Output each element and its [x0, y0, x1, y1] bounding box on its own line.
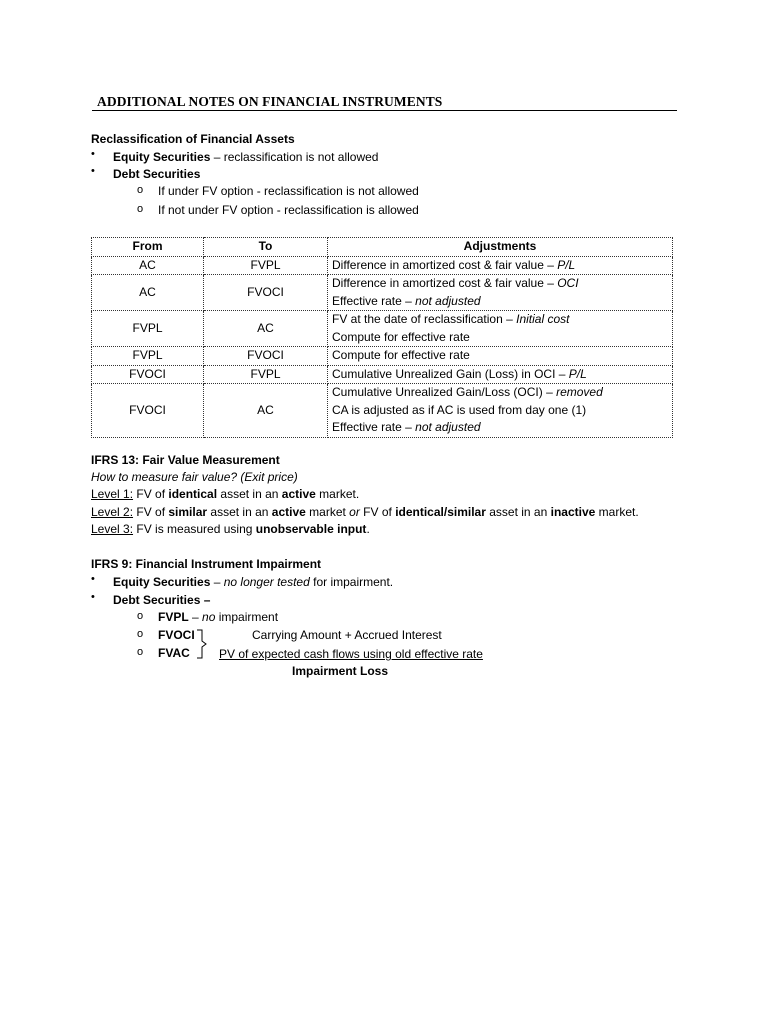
header-from: From [92, 238, 204, 257]
text-span: market. [315, 487, 360, 501]
adjustment-text: Compute for effective rate [332, 329, 470, 344]
debt-item-not-fv-option: If not under FV option - reclassification is allowed [158, 203, 419, 217]
text-span: asset in an [485, 505, 551, 519]
level2-line [91, 504, 639, 520]
text-span: active [271, 505, 306, 519]
table-row [92, 311, 673, 347]
sub-bullet-icon: o [137, 203, 144, 215]
header-to: To [204, 238, 328, 257]
fvpl-item [158, 609, 278, 625]
text-span: FV is measured using [133, 522, 256, 536]
equity-label: Equity Securities [113, 575, 211, 589]
text-span: asset in an [207, 505, 272, 519]
text-span: impairment [215, 610, 279, 624]
table-row [92, 384, 673, 438]
level3-line [91, 521, 370, 537]
text-span: no longer tested [223, 575, 310, 589]
text-span: market [305, 505, 350, 519]
cell-adjustments [328, 347, 673, 366]
adjustment-emphasis: OCI [557, 276, 579, 290]
bullet-icon: • [91, 165, 95, 177]
cell-adjustments [328, 311, 673, 347]
pv-cash-flows-text: PV of expected cash flows using old effective rate [219, 647, 483, 661]
cell-from: FVPL [92, 347, 204, 366]
adjustment-line [332, 402, 668, 420]
table-header-row [92, 238, 673, 257]
cell-to: FVPL [204, 365, 328, 384]
adjustment-line [332, 311, 668, 329]
adjustment-line [332, 419, 668, 437]
text-span: for impairment. [309, 575, 394, 589]
ifrs9-debt-label: Debt Securities – [113, 593, 211, 607]
cell-adjustments [328, 275, 673, 311]
adjustment-text: Cumulative Unrealized Gain (Loss) in OCI – [332, 366, 569, 381]
impairment-loss-text: Impairment Loss [292, 664, 389, 678]
text-span: . [366, 522, 370, 536]
header-adjustments: Adjustments [328, 238, 673, 257]
sub-bullet-icon: o [137, 646, 144, 658]
adjustment-text: CA is adjusted as if AC is used from day one (1) [332, 402, 587, 417]
adjustment-emphasis: not adjusted [415, 293, 481, 308]
adjustment-line [332, 275, 668, 293]
level2-label: Level 2: [91, 505, 134, 519]
carrying-amount-text: Carrying Amount + Accrued Interest [252, 628, 442, 642]
sub-bullet-icon: o [137, 610, 144, 622]
debt-label: Debt Securities [113, 167, 201, 181]
sub-bullet-icon: o [137, 184, 144, 196]
text-span: no [202, 610, 216, 624]
adjustment-emphasis: not adjusted [415, 420, 481, 434]
text-span: asset in an [217, 487, 282, 501]
ifrs9-heading: IFRS 9: Financial Instrument Impairment [91, 557, 322, 571]
reclassification-table [91, 237, 673, 438]
table-row [92, 275, 673, 311]
cell-from: FVOCI [92, 365, 204, 384]
adjustment-text: Cumulative Unrealized Gain/Loss (OCI) – [332, 385, 557, 399]
adjustment-text: Difference in amortized cost & fair value – [332, 257, 558, 272]
adjustment-text: Difference in amortized cost & fair value – [332, 276, 558, 290]
bullet-icon: • [91, 148, 95, 160]
text-span: unobservable input [255, 522, 367, 536]
text-span: FV of [133, 505, 169, 519]
equity-text: – reclassification is not allowed [210, 150, 379, 164]
cell-adjustments [328, 384, 673, 438]
table-row [92, 347, 673, 366]
level1-label: Level 1: [91, 487, 134, 501]
adjustment-text: Effective rate – [332, 420, 416, 434]
cell-to: AC [204, 384, 328, 438]
bullet-icon: • [91, 573, 95, 585]
text-span: FV of [133, 487, 169, 501]
text-span: inactive [550, 505, 596, 519]
adjustment-emphasis: P/L [557, 257, 576, 272]
page-title: ADDITIONAL NOTES ON FINANCIAL INSTRUMENTS [97, 94, 443, 109]
text-span: or [349, 505, 360, 519]
adjustment-line [332, 366, 668, 384]
cell-to: FVOCI [204, 347, 328, 366]
table-row [92, 256, 673, 275]
cell-from: AC [92, 256, 204, 275]
fvoci-label: FVOCI [158, 628, 195, 642]
adjustment-line [332, 293, 668, 311]
ifrs9-equity-item [113, 574, 393, 590]
adjustment-text: Effective rate – [332, 293, 416, 308]
title-underline [92, 110, 677, 111]
adjustment-emphasis: removed [556, 385, 603, 399]
equity-label: Equity Securities [113, 150, 211, 164]
text-span: similar [168, 505, 208, 519]
fvac-label: FVAC [158, 646, 190, 660]
adjustment-text: Compute for effective rate [332, 348, 470, 362]
brace-icon [196, 628, 210, 660]
adjustment-line [332, 384, 668, 402]
equity-reclass-item [113, 149, 378, 165]
adjustment-line [332, 347, 668, 365]
adjustment-text: FV at the date of reclassification – [332, 312, 517, 326]
bullet-icon: • [91, 591, 95, 603]
text-span: active [281, 487, 316, 501]
reclassification-heading: Reclassification of Financial Assets [91, 132, 295, 146]
text-span: identical [168, 487, 218, 501]
cell-from: AC [92, 275, 204, 311]
ifrs13-heading: IFRS 13: Fair Value Measurement [91, 453, 280, 467]
cell-adjustments [328, 365, 673, 384]
text-span: identical/similar [395, 505, 486, 519]
ifrs13-question: How to measure fair value? (Exit price) [91, 470, 298, 484]
text-span: market. [595, 505, 639, 519]
cell-adjustments [328, 256, 673, 275]
text-span: – [188, 610, 203, 624]
table-row [92, 365, 673, 384]
level3-label: Level 3: [91, 522, 134, 536]
cell-from: FVPL [92, 311, 204, 347]
fvpl-label: FVPL [158, 610, 189, 624]
sub-bullet-icon: o [137, 628, 144, 640]
cell-from: FVOCI [92, 384, 204, 438]
level1-line [91, 486, 359, 502]
cell-to: AC [204, 311, 328, 347]
adjustment-emphasis: P/L [568, 366, 587, 381]
debt-item-fv-option: If under FV option - reclassification is not allowed [158, 184, 419, 198]
cell-to: FVOCI [204, 275, 328, 311]
adjustment-emphasis: Initial cost [516, 312, 570, 326]
text-span: FV of [359, 505, 396, 519]
text-span: – [210, 575, 224, 589]
adjustment-line [332, 329, 668, 347]
adjustment-line [332, 257, 668, 275]
cell-to: FVPL [204, 256, 328, 275]
